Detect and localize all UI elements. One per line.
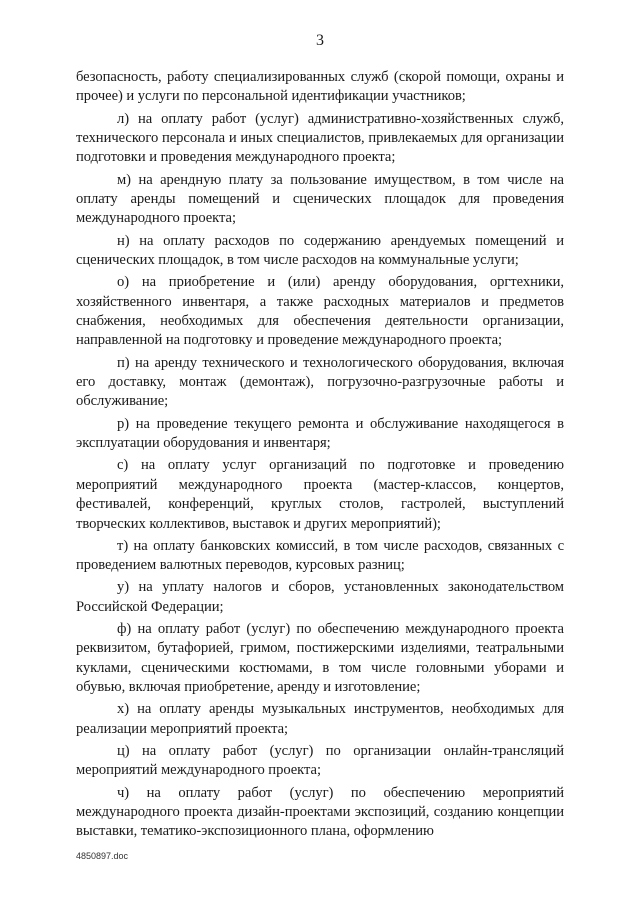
paragraph-item-u: у) на уплату налогов и сборов, установленных законодательством Российской Федерации;	[76, 579, 564, 615]
paragraph-item-t: т) на оплату банковских комиссий, в том числе расходов, связанных с проведением валютных переводов, курсовых разниц;	[76, 537, 564, 574]
paragraph-item-o: о) на приобретение и (или) аренду оборудования, оргтехники, хозяйственного инвентаря, а также расходных материалов и предметов снабжения, необходимых для обеспечения деятельности организации, направленной на подготовку и проведение международного проекта;	[76, 274, 564, 349]
paragraph-item-f: ф) на оплату работ (услуг) по обеспечению международного проекта реквизитом, бутафорией, гримом, постижерскими изделиями, театральными куклами, сценическими костюмами, в том числе головными уборами и обувью, включая приобретение, аренду и изготовление;	[76, 620, 564, 696]
paragraph-item-m: м) на арендную плату за пользование имуществом, в том числе на оплату аренды помещений и сценических площадок для проведения международного проекта;	[76, 171, 564, 227]
paragraph-item-r: р) на проведение текущего ремонта и обслуживание находящегося в эксплуатации оборудования и инвентаря;	[76, 415, 564, 452]
paragraph-item-l: л) на оплату работ (услуг) административно-хозяйственных служб, технического персонала и иных специалистов, привлекаемых для организации подготовки и проведения международного проекта;	[76, 110, 564, 166]
paragraph-item-kh: х) на оплату аренды музыкальных инструментов, необходимых для реализации мероприятий проекта;	[76, 701, 564, 737]
paragraph-item-s: с) на оплату услуг организаций по подготовке и проведению мероприятий международного проекта (мастер-классов, концертов, фестивалей, конференций, круглых столов, гастролей, выступлений творческих коллективов, выставок и других мероприятий);	[76, 457, 564, 532]
footer-document-code: 4850897.doc	[76, 851, 129, 861]
paragraph-item-n: н) на оплату расходов по содержанию арендуемых помещений и сценических площадок, в том числе расходов на коммунальные услуги;	[76, 232, 564, 269]
paragraph-item-p: п) на аренду технического и технологического оборудования, включая его доставку, монтаж (демонтаж), погрузочно-разгрузочные работы и обслуживание;	[76, 354, 564, 410]
page-number: 3	[316, 32, 324, 49]
paragraph-item-ch: ч) на оплату работ (услуг) по обеспечению мероприятий международного проекта дизайн-проектами экспозиций, созданию концепции выставки, тематико-экспозиционного плана, оформлению	[76, 784, 564, 840]
document-body	[76, 68, 564, 845]
paragraph-continuation: безопасность, работу специализированных служб (скорой помощи, охраны и прочее) и услуги по персональной идентификации участников;	[76, 69, 564, 105]
paragraph-item-ts: ц) на оплату работ (услуг) по организации онлайн-трансляций мероприятий международного проекта;	[76, 742, 564, 779]
